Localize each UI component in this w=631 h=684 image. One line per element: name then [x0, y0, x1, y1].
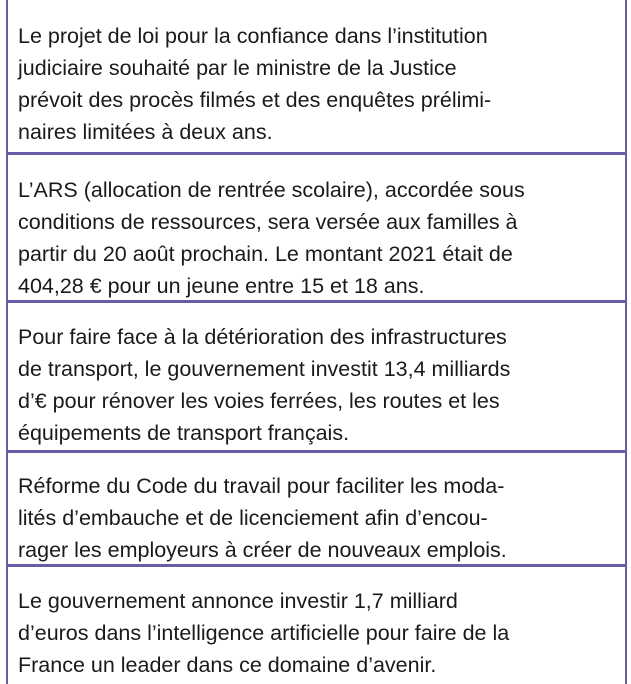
row-text-line: 404,28 € pour un jeune entre 15 et 18 ans. [18, 274, 425, 298]
table-row [8, 300, 625, 450]
row-text-line: Le projet de loi pour la confiance dans l’institution [18, 24, 488, 48]
row-text-line: naires limitées à deux ans. [18, 120, 273, 144]
row-text-line: d’euros dans l’intelligence artificielle pour faire de la [18, 621, 510, 645]
table-row [8, 450, 625, 564]
row-text-line: Le gouvernement annonce investir 1,7 milliard [18, 589, 458, 613]
row-text-line: partir du 20 août prochain. Le montant 2021 était de [18, 242, 513, 266]
row-text-line: d’€ pour rénover les voies ferrées, les routes et les [18, 389, 500, 413]
row-text-line: judiciaire souhaité par le ministre de la Justice [18, 56, 457, 80]
row-text-line: Pour faire face à la détérioration des infrastructures [18, 325, 507, 349]
row-text-line: Réforme du Code du travail pour faciliter les moda- [18, 474, 505, 498]
row-text-line: France un leader dans ce domaine d’avenir. [18, 653, 437, 677]
row-text-line: L’ARS (allocation de rentrée scolaire), accordée sous [18, 178, 525, 202]
row-text-line: prévoit des procès filmés et des enquêtes prélimi- [18, 88, 492, 112]
row-text-line: conditions de ressources, sera versée aux familles à [18, 210, 518, 234]
table-row [8, 564, 625, 684]
table-row [8, 152, 625, 300]
row-text-line: équipements de transport français. [18, 421, 350, 445]
row-text-line: lités d’embauche et de licenciement afin d’encou- [18, 506, 488, 530]
policy-table [6, 0, 627, 684]
table-row [8, 0, 625, 152]
row-text-line: rager les employeurs à créer de nouveaux emplois. [18, 538, 507, 562]
row-text-line: de transport, le gouvernement investit 13,4 milliards [18, 357, 511, 381]
